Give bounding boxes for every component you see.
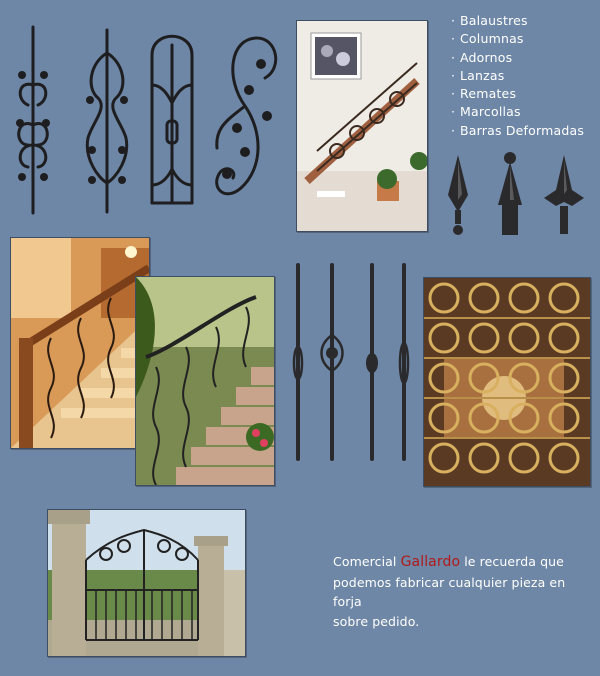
scroll-ornament [205,28,287,212]
message-line-1-suffix: le recuerda que [464,554,564,569]
product-item: · Barras Deformadas [451,122,584,140]
product-item: · Lanzas [451,67,584,85]
ornamental-screen-photo [423,277,591,487]
company-message [333,552,598,631]
brand-name: Gallardo [400,554,461,570]
forged-bars [288,263,412,463]
message-line-2: podemos fabricar cualquier pieza en forja [333,574,566,609]
balustre-ornament-2 [78,28,136,214]
product-item: · Marcollas [451,103,584,121]
message-prefix: Comercial [333,554,397,569]
garden-staircase-photo [135,276,275,486]
balustre-ornament-3 [148,25,196,207]
product-item: · Remates [451,85,584,103]
message-line-3: sobre pedido. [333,613,420,629]
product-list [451,12,584,140]
message-line-1 [333,552,598,573]
product-item: · Balaustres [451,12,584,30]
finial-tips [440,150,590,240]
interior-staircase-photo [10,237,150,449]
product-item: · Columnas [451,30,584,48]
staircase-railing-photo [296,20,428,232]
product-item: · Adornos [451,49,584,67]
balustre-ornament-1 [8,25,58,215]
iron-gate-photo [47,509,246,657]
